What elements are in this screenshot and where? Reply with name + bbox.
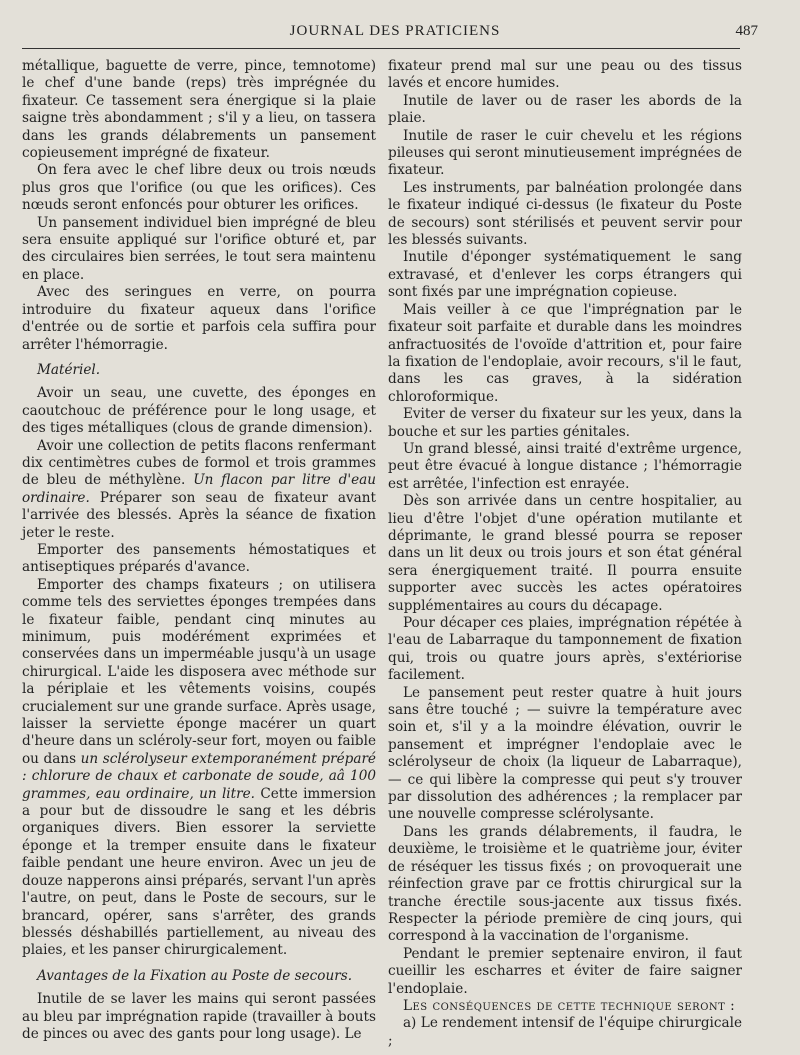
italic-span: un sclérolyseur extemporanément préparé : chlorure de chaux et carbonate de soude, aâ 100 grammes, eau ordinaire, un litre. [22, 750, 376, 802]
paragraph: Mais veiller à ce que l'imprégnation par le fixateur soit parfaite et durable dans les moindres anfractuosités de l'ovoïde d'attrition et, pour faire la fixation de l'endoplaie, avoir recours, s'il le faut, dans les cas graves, à la sidération chloroformique. [388, 301, 742, 405]
paragraph: Avoir un seau, une cuvette, des éponges en caoutchouc de préférence pour le long usage, et des tiges métalliques (clous de grande dimension). [22, 385, 376, 437]
text-span: Avoir une collection de petits flacons renfermant dix centimètres cubes de formol et trois grammes de bleu de méthylène. [22, 437, 376, 489]
paragraph: Les instruments, par balnéation prolongée dans le fixateur indiqué ci-dessus (le fixateur du Poste de secours) sont stérilisés et peuvent servir pour les blessés suivants. [388, 179, 742, 249]
section-heading-avantages: Avantages de la Fixation au Poste de secours. [36, 967, 353, 984]
paragraph: Inutile de laver ou de raser les abords de la plaie. [388, 92, 742, 127]
right-column [388, 58, 742, 1050]
paragraph: Inutile d'éponger systématiquement le sang extravasé, et d'enlever les corps étrangers qui sont fixés par une imprégnation copieuse. [388, 249, 742, 301]
paragraph: métallique, baguette de verre, pince, temnotome) le chef d'une bande (reps) très imprégnée du fixateur. Ce tassement sera énergique si la plaie saigne très abondamment ; s'il y a lieu, on tassera dans les grands délabrements un pansement copieusement imprégné de fixateur. [22, 58, 376, 162]
paragraph: On fera avec le chef libre deux ou trois nœuds plus gros que l'orifice (ou que les orifices). Ces nœuds seront enfoncés pour obturer les orifices. [22, 162, 376, 214]
paragraph: a) Le rendement intensif de l'équipe chirurgicale ; [388, 1015, 742, 1049]
text-span: Cette immersion a pour but de dissoudre le sang et les débris organiques divers. Bien essorer la serviette éponge et la tremper ensuite dans le fixateur faible pendant une heure environ. Avec un jeu de douze napperons ainsi préparés, servant l'un après l'autre, on peut, dans le Poste de secours, sur le brancard, opérer, sans s'arrêter, des grands blessés déshabillés partiellement, au niveau des plaies, et les panser chirurgicalement. [22, 785, 377, 959]
left-column [22, 58, 376, 1043]
paragraph: Inutile de se laver les mains qui seront passées au bleu par imprégnation rapide (travailler à bouts de pinces ou avec des gants pour long usage). Le [22, 991, 376, 1042]
paragraph: Inutile de raser le cuir chevelu et les régions pileuses qui seront minutieusement imprégnées de fixateur. [388, 127, 742, 179]
paragraph [22, 577, 376, 960]
section-heading-materiel: Matériel. [36, 361, 101, 378]
paragraph: Un pansement individuel bien imprégné de bleu sera ensuite appliqué sur l'orifice obturé et, par des circulaires bien serrées, le tout sera maintenu en place. [22, 214, 376, 283]
paragraph: Pour décaper ces plaies, imprégnation répétée à l'eau de Labarraque du tamponnement de fixation qui, trois ou quatre jours après, s'extériorise facilement. [388, 615, 742, 684]
paragraph: Dans les grands délabrements, il faudra, le deuxième, le troisième et le quatrième jour, éviter de réséquer les tissus fixés ; on provoquerait une réinfection grave par ce frottis chirurgical sur la tranche érectile sous-jacente aux tissus fixés. Respecter la période première de cinq jours, qui correspond à la vaccination de l'organisme. [388, 823, 742, 945]
paragraph: fixateur prend mal sur une peau ou des tissus lavés et encore humides. [388, 58, 742, 92]
paragraph [22, 438, 376, 542]
text-span: Préparer son seau de fixateur avant l'arrivée des blessés. Après la séance de fixation jeter le reste. [22, 489, 377, 541]
paragraph: Avec des seringues en verre, on pourra introduire du fixateur aqueux dans l'orifice d'entrée ou de sortie et parfois cela suffira pour arrêter l'hémorragie. [22, 284, 376, 353]
paragraph: Dès son arrivée dans un centre hospitalier, au lieu d'être l'objet d'une opération mutilante et déprimante, le grand blessé pourra se reposer dans un lit deux ou trois jours et son état général sera énergiquement traité. Il pourra ensuite supporter avec succès les actes opératoires supplémentaires au cours du décapage. [388, 493, 742, 614]
header-rule [22, 48, 740, 49]
italic-span: Un flacon par litre d'eau ordinaire. [22, 472, 377, 506]
paragraph: Pendant le premier septenaire environ, il faut cueillir les escharres et éviter de faire saigner l'endoplaie. [388, 945, 742, 997]
running-head: JOURNAL DES PRATICIENS [289, 23, 501, 39]
text-span: Emporter des champs fixateurs ; on utilisera comme tels des serviettes éponges trempées dans le fixateur faible, pendant cinq minutes au minimum, puis modérément exprimées et conservées dans un imperméable jusqu'à un usage chirurgical. L'aide les disposera avec méthode sur la périplaie et les vêtements voisins, coupés crucialement sur une grande surface. Après usage, laisser la serviette éponge macérer un quart d'heure dans un scléroly-seur fort, moyen ou faible ou dans [22, 576, 376, 767]
paragraph: Emporter des pansements hémostatiques et antiseptiques préparés d'avance. [22, 541, 376, 576]
paragraph: Le pansement peut rester quatre à huit jours sans être touché ; — suivre la température avec soin et, s'il y a la moindre élévation, ouvrir le pansement et imprégner l'endoplaie avec le sclérolyseur de choix (la liqueur de Labarraque), — ce qui libère la compresse qui peut s'y trouver par dissolution des adhérences ; la remplacer par une nouvelle compresse sclérolysante. [388, 684, 742, 823]
page-number: 487 [735, 23, 758, 39]
page-header [20, 20, 770, 46]
paragraph: Eviter de verser du fixateur sur les yeux, dans la bouche et sur les parties génitales. [388, 406, 742, 440]
paragraph: Un grand blessé, ainsi traité d'extrême urgence, peut être évacué à longue distance ; l'hémorragie est arrêtée, l'infection est enrayée. [388, 440, 742, 492]
section-heading-consequences: Les conséquences de cette technique seront : [402, 997, 736, 1014]
